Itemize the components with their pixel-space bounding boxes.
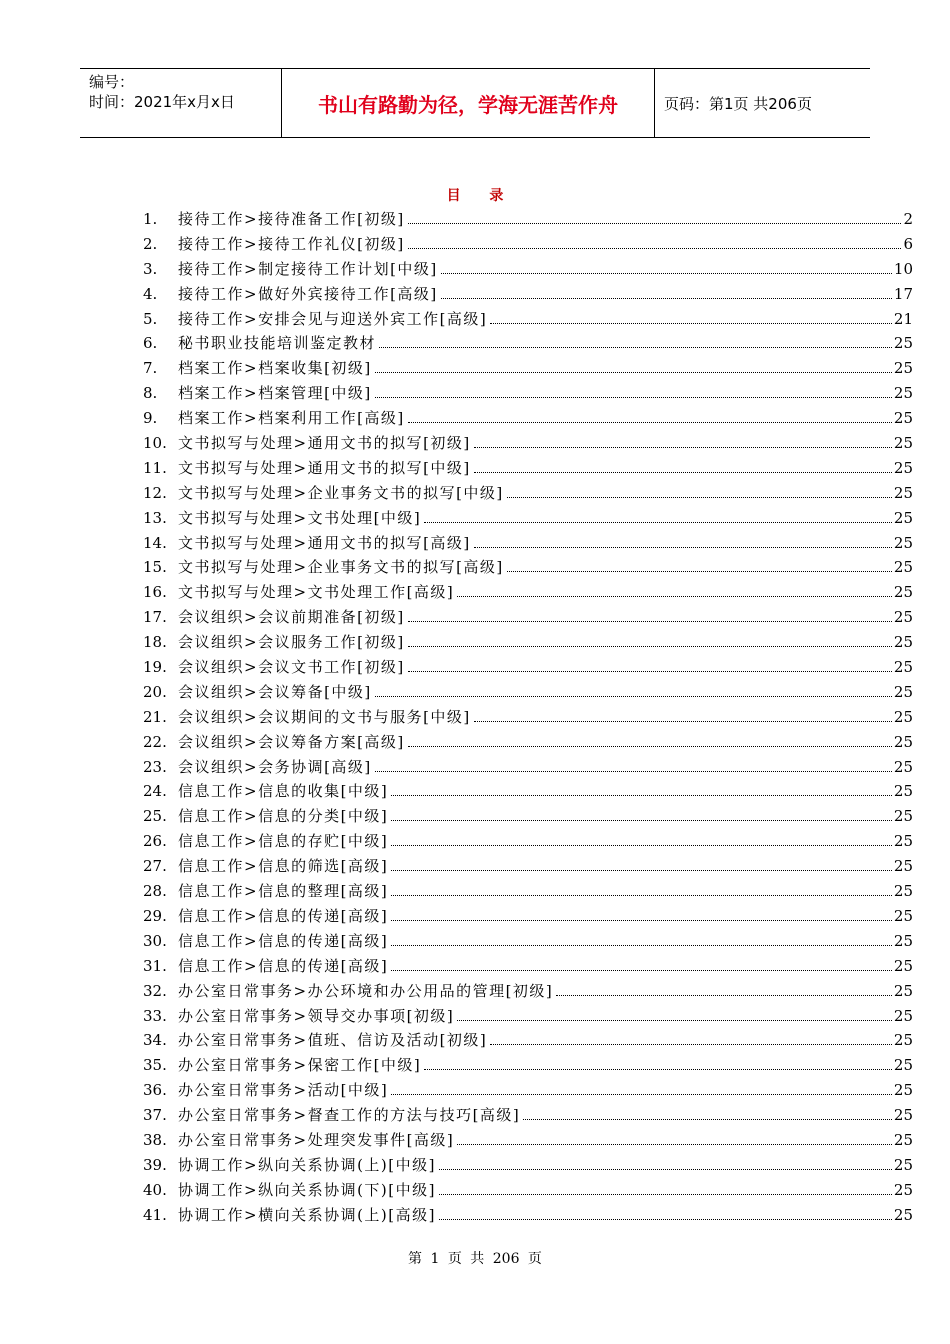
toc-entry-text: 办公室日常事务>督查工作的方法与技巧[高级] xyxy=(178,1106,521,1125)
toc-leader-dots xyxy=(391,870,892,871)
toc-entry-number: 4. xyxy=(143,284,158,303)
toc-entry-page: 25 xyxy=(893,882,913,901)
toc-leader-dots xyxy=(457,596,892,597)
toc-entry[interactable] xyxy=(143,332,913,357)
toc-leader-dots xyxy=(457,1020,892,1021)
toc-entry-number: 32. xyxy=(143,981,167,1000)
toc-entry-page: 6 xyxy=(903,234,913,253)
toc-leader-dots xyxy=(391,970,892,971)
toc-entry-number: 3. xyxy=(143,259,158,278)
toc-entry-page: 25 xyxy=(893,956,913,975)
toc-entry[interactable] xyxy=(143,681,913,706)
toc-entry[interactable] xyxy=(143,581,913,606)
toc-entry-text: 办公室日常事务>领导交办事项[初级] xyxy=(178,1006,455,1025)
toc-entry-text: 协调工作>纵向关系协调(上)[中级] xyxy=(178,1155,436,1174)
document-header xyxy=(80,68,870,138)
toc-entry-number: 5. xyxy=(143,309,158,328)
toc-entry[interactable] xyxy=(143,407,913,432)
toc-entry-text: 会议组织>会议筹备[中级] xyxy=(178,682,372,701)
toc-leader-dots xyxy=(439,1169,892,1170)
toc-entry[interactable] xyxy=(143,1154,913,1179)
toc-entry-text: 文书拟写与处理>企业事务文书的拟写[中级] xyxy=(178,483,504,502)
toc-entry-page: 25 xyxy=(893,384,913,403)
toc-entry-page: 10 xyxy=(893,259,913,278)
toc-entry-text: 接待工作>安排会见与迎送外宾工作[高级] xyxy=(178,309,488,328)
toc-entry[interactable] xyxy=(143,457,913,482)
toc-leader-dots xyxy=(474,547,892,548)
toc-entry-page: 25 xyxy=(893,1056,913,1075)
toc-entry-number: 35. xyxy=(143,1056,167,1075)
toc-leader-dots xyxy=(507,571,892,572)
toc-entry-number: 28. xyxy=(143,882,167,901)
toc-leader-dots xyxy=(391,895,892,896)
toc-entry-page: 25 xyxy=(893,334,913,353)
toc-entry-number: 11. xyxy=(143,458,167,477)
toc-leader-dots xyxy=(391,945,892,946)
toc-entry[interactable] xyxy=(143,980,913,1005)
toc-entry-text: 文书拟写与处理>通用文书的拟写[初级] xyxy=(178,434,471,453)
toc-leader-dots xyxy=(391,795,892,796)
toc-leader-dots xyxy=(507,497,892,498)
toc-entry[interactable] xyxy=(143,233,913,258)
toc-entry-page: 25 xyxy=(893,658,913,677)
toc-leader-dots xyxy=(439,1219,892,1220)
toc-entry[interactable] xyxy=(143,556,913,581)
toc-entry-page: 25 xyxy=(893,508,913,527)
toc-leader-dots xyxy=(408,248,902,249)
toc-entry-text: 协调工作>横向关系协调(上)[高级] xyxy=(178,1205,436,1224)
toc-entry-text: 文书拟写与处理>通用文书的拟写[高级] xyxy=(178,533,471,552)
toc-leader-dots xyxy=(490,1044,892,1045)
toc-entry-number: 22. xyxy=(143,732,167,751)
toc-leader-dots xyxy=(556,995,892,996)
toc-entry-text: 信息工作>信息的存贮[中级] xyxy=(178,832,389,851)
toc-entry-page: 25 xyxy=(893,583,913,602)
toc-entry-number: 24. xyxy=(143,782,167,801)
toc-entry-text: 办公室日常事务>活动[中级] xyxy=(178,1081,389,1100)
toc-entry-page: 25 xyxy=(893,1130,913,1149)
toc-entry[interactable] xyxy=(143,1029,913,1054)
toc-entry[interactable] xyxy=(143,482,913,507)
toc-entry[interactable] xyxy=(143,830,913,855)
header-motto: 书山有路勤为径，学海无涯苦作舟 xyxy=(281,69,655,137)
toc-entry-page: 25 xyxy=(893,483,913,502)
toc-entry[interactable] xyxy=(143,357,913,382)
toc-entry-text: 办公室日常事务>保密工作[中级] xyxy=(178,1056,422,1075)
toc-entry-page: 25 xyxy=(893,807,913,826)
toc-entry-page: 25 xyxy=(893,832,913,851)
toc-entry-number: 31. xyxy=(143,956,167,975)
toc-entry[interactable] xyxy=(143,1079,913,1104)
toc-entry-number: 25. xyxy=(143,807,167,826)
toc-entry-text: 办公室日常事务>办公环境和办公用品的管理[初级] xyxy=(178,981,554,1000)
toc-leader-dots xyxy=(424,1069,892,1070)
toc-entry-page: 25 xyxy=(893,1180,913,1199)
toc-entry[interactable] xyxy=(143,1104,913,1129)
toc-leader-dots xyxy=(441,298,892,299)
toc-leader-dots xyxy=(391,1094,892,1095)
toc-entry-page: 25 xyxy=(893,359,913,378)
toc-entry-page: 25 xyxy=(893,1006,913,1025)
toc-entry-text: 秘书职业技能培训鉴定教材 xyxy=(178,334,377,353)
toc-entry-number: 38. xyxy=(143,1130,167,1149)
toc-entry-text: 会议组织>会务协调[高级] xyxy=(178,757,372,776)
toc-entry[interactable] xyxy=(143,208,913,233)
toc-entry-text: 协调工作>纵向关系协调(下)[中级] xyxy=(178,1180,436,1199)
toc-entry-text: 档案工作>档案收集[初级] xyxy=(178,359,372,378)
toc-entry-page: 25 xyxy=(893,906,913,925)
toc-entry[interactable] xyxy=(143,1204,913,1229)
toc-leader-dots xyxy=(439,1194,892,1195)
toc-entry-page: 25 xyxy=(893,732,913,751)
header-page-info: 页码：第1页 共206页 xyxy=(664,94,812,113)
toc-entry-text: 会议组织>会议筹备方案[高级] xyxy=(178,732,405,751)
toc-entry-number: 36. xyxy=(143,1081,167,1100)
toc-entry-number: 39. xyxy=(143,1155,167,1174)
toc-entry-text: 接待工作>做好外宾接待工作[高级] xyxy=(178,284,438,303)
toc-entry-page: 25 xyxy=(893,1081,913,1100)
toc-entry-number: 16. xyxy=(143,583,167,602)
toc-entry-page: 17 xyxy=(893,284,913,303)
toc-entry[interactable] xyxy=(143,631,913,656)
document-number-label: 编号： xyxy=(89,73,135,91)
toc-entry[interactable] xyxy=(143,258,913,283)
toc-entry-number: 18. xyxy=(143,633,167,652)
toc-entry-number: 15. xyxy=(143,558,167,577)
toc-entry-text: 档案工作>档案管理[中级] xyxy=(178,384,372,403)
toc-entry-number: 2. xyxy=(143,234,158,253)
toc-leader-dots xyxy=(523,1119,892,1120)
toc-entry[interactable] xyxy=(143,756,913,781)
toc-entry-text: 档案工作>档案利用工作[高级] xyxy=(178,409,405,428)
toc-entry-number: 9. xyxy=(143,409,158,428)
toc-entry-text: 信息工作>信息的整理[高级] xyxy=(178,882,389,901)
toc-entry-number: 26. xyxy=(143,832,167,851)
toc-entry-page: 25 xyxy=(893,409,913,428)
toc-entry-page: 25 xyxy=(893,682,913,701)
toc-entry-page: 25 xyxy=(893,633,913,652)
toc-entry-page: 25 xyxy=(893,1031,913,1050)
toc-entry[interactable] xyxy=(143,1054,913,1079)
toc-entry[interactable] xyxy=(143,805,913,830)
toc-entry[interactable] xyxy=(143,731,913,756)
toc-entry-text: 信息工作>信息的传递[高级] xyxy=(178,931,389,950)
toc-leader-dots xyxy=(474,447,892,448)
header-meta xyxy=(80,69,281,137)
toc-leader-dots xyxy=(391,920,892,921)
toc-entry-text: 信息工作>信息的筛选[高级] xyxy=(178,857,389,876)
toc-entry-number: 14. xyxy=(143,533,167,552)
toc-entry-page: 25 xyxy=(893,1106,913,1125)
toc-entry[interactable] xyxy=(143,283,913,308)
toc-entry-page: 25 xyxy=(893,782,913,801)
toc-leader-dots xyxy=(408,422,892,423)
toc-entry[interactable] xyxy=(143,606,913,631)
toc-title: 目 录 xyxy=(446,188,516,204)
toc-leader-dots xyxy=(424,522,892,523)
toc-leader-dots xyxy=(391,820,892,821)
toc-leader-dots xyxy=(375,372,892,373)
toc-entry[interactable] xyxy=(143,780,913,805)
toc-entry-text: 会议组织>会议期间的文书与服务[中级] xyxy=(178,707,471,726)
table-of-contents xyxy=(143,208,913,1229)
toc-leader-dots xyxy=(375,696,892,697)
page-footer: 第 1 页 共 206 页 xyxy=(408,1251,542,1267)
toc-leader-dots xyxy=(408,621,892,622)
toc-entry-page: 25 xyxy=(893,857,913,876)
toc-leader-dots xyxy=(457,1144,892,1145)
toc-entry-text: 会议组织>会议服务工作[初级] xyxy=(178,633,405,652)
toc-entry[interactable] xyxy=(143,1129,913,1154)
toc-entry-text: 信息工作>信息的传递[高级] xyxy=(178,956,389,975)
toc-leader-dots xyxy=(375,397,892,398)
toc-leader-dots xyxy=(391,845,892,846)
toc-entry-page: 25 xyxy=(893,533,913,552)
toc-entry-number: 20. xyxy=(143,682,167,701)
toc-leader-dots xyxy=(474,472,892,473)
toc-entry-number: 23. xyxy=(143,757,167,776)
toc-entry-number: 33. xyxy=(143,1006,167,1025)
toc-leader-dots xyxy=(408,671,892,672)
toc-entry-number: 1. xyxy=(143,210,158,228)
toc-entry-number: 30. xyxy=(143,931,167,950)
toc-entry-page: 25 xyxy=(893,757,913,776)
toc-entry-number: 34. xyxy=(143,1031,167,1050)
toc-entry-text: 文书拟写与处理>企业事务文书的拟写[高级] xyxy=(178,558,504,577)
toc-leader-dots xyxy=(474,721,892,722)
toc-entry[interactable] xyxy=(143,308,913,333)
toc-entry-number: 41. xyxy=(143,1205,167,1224)
document-time-label: 时间：2021年x月x日 xyxy=(89,93,235,111)
toc-entry-text: 会议组织>会议文书工作[初级] xyxy=(178,658,405,677)
toc-entry-number: 37. xyxy=(143,1106,167,1125)
toc-entry-text: 接待工作>制定接待工作计划[中级] xyxy=(178,259,438,278)
toc-entry[interactable] xyxy=(143,532,913,557)
toc-entry-text: 文书拟写与处理>文书处理[中级] xyxy=(178,508,422,527)
toc-entry-number: 12. xyxy=(143,483,167,502)
toc-entry[interactable] xyxy=(143,382,913,407)
toc-entry-number: 29. xyxy=(143,906,167,925)
toc-entry-page: 25 xyxy=(893,1205,913,1224)
toc-entry-text: 文书拟写与处理>通用文书的拟写[中级] xyxy=(178,458,471,477)
toc-entry-text: 会议组织>会议前期准备[初级] xyxy=(178,608,405,627)
toc-entry-text: 接待工作>接待准备工作[初级] xyxy=(178,210,405,228)
toc-entry[interactable] xyxy=(143,880,913,905)
toc-leader-dots xyxy=(375,771,892,772)
toc-entry-page: 25 xyxy=(893,931,913,950)
toc-entry-text: 信息工作>信息的分类[中级] xyxy=(178,807,389,826)
toc-entry-page: 21 xyxy=(893,309,913,328)
toc-entry-text: 信息工作>信息的传递[高级] xyxy=(178,906,389,925)
toc-entry-number: 10. xyxy=(143,434,167,453)
toc-entry-number: 7. xyxy=(143,359,158,378)
toc-entry-text: 文书拟写与处理>文书处理工作[高级] xyxy=(178,583,455,602)
toc-entry[interactable] xyxy=(143,905,913,930)
toc-entry[interactable] xyxy=(143,656,913,681)
toc-leader-dots xyxy=(408,746,892,747)
toc-entry-page: 25 xyxy=(893,434,913,453)
toc-entry-page: 25 xyxy=(893,707,913,726)
toc-entry[interactable] xyxy=(143,1005,913,1030)
toc-entry-page: 25 xyxy=(893,558,913,577)
toc-entry[interactable] xyxy=(143,930,913,955)
toc-entry[interactable] xyxy=(143,1179,913,1204)
toc-entry-page: 25 xyxy=(893,1155,913,1174)
toc-entry[interactable] xyxy=(143,855,913,880)
toc-entry-text: 办公室日常事务>值班、信访及活动[初级] xyxy=(178,1031,488,1050)
toc-entry-number: 17. xyxy=(143,608,167,627)
toc-entry-number: 21. xyxy=(143,707,167,726)
toc-entry-page: 25 xyxy=(893,608,913,627)
toc-entry-number: 6. xyxy=(143,334,158,353)
toc-entry-number: 8. xyxy=(143,384,158,403)
toc-entry[interactable] xyxy=(143,955,913,980)
toc-entry-page: 25 xyxy=(893,458,913,477)
toc-entry[interactable] xyxy=(143,432,913,457)
toc-entry-page: 25 xyxy=(893,981,913,1000)
toc-leader-dots xyxy=(490,323,892,324)
toc-entry-text: 办公室日常事务>处理突发事件[高级] xyxy=(178,1130,455,1149)
toc-leader-dots xyxy=(441,273,892,274)
toc-entry-number: 27. xyxy=(143,857,167,876)
toc-entry-number: 40. xyxy=(143,1180,167,1199)
toc-entry[interactable] xyxy=(143,507,913,532)
toc-entry-page: 2 xyxy=(903,210,913,228)
toc-entry-text: 信息工作>信息的收集[中级] xyxy=(178,782,389,801)
toc-leader-dots xyxy=(408,223,902,224)
toc-entry[interactable] xyxy=(143,706,913,731)
toc-entry-number: 13. xyxy=(143,508,167,527)
toc-leader-dots xyxy=(379,347,892,348)
toc-entry-text: 接待工作>接待工作礼仪[初级] xyxy=(178,234,405,253)
toc-entry-number: 19. xyxy=(143,658,167,677)
toc-leader-dots xyxy=(408,646,892,647)
